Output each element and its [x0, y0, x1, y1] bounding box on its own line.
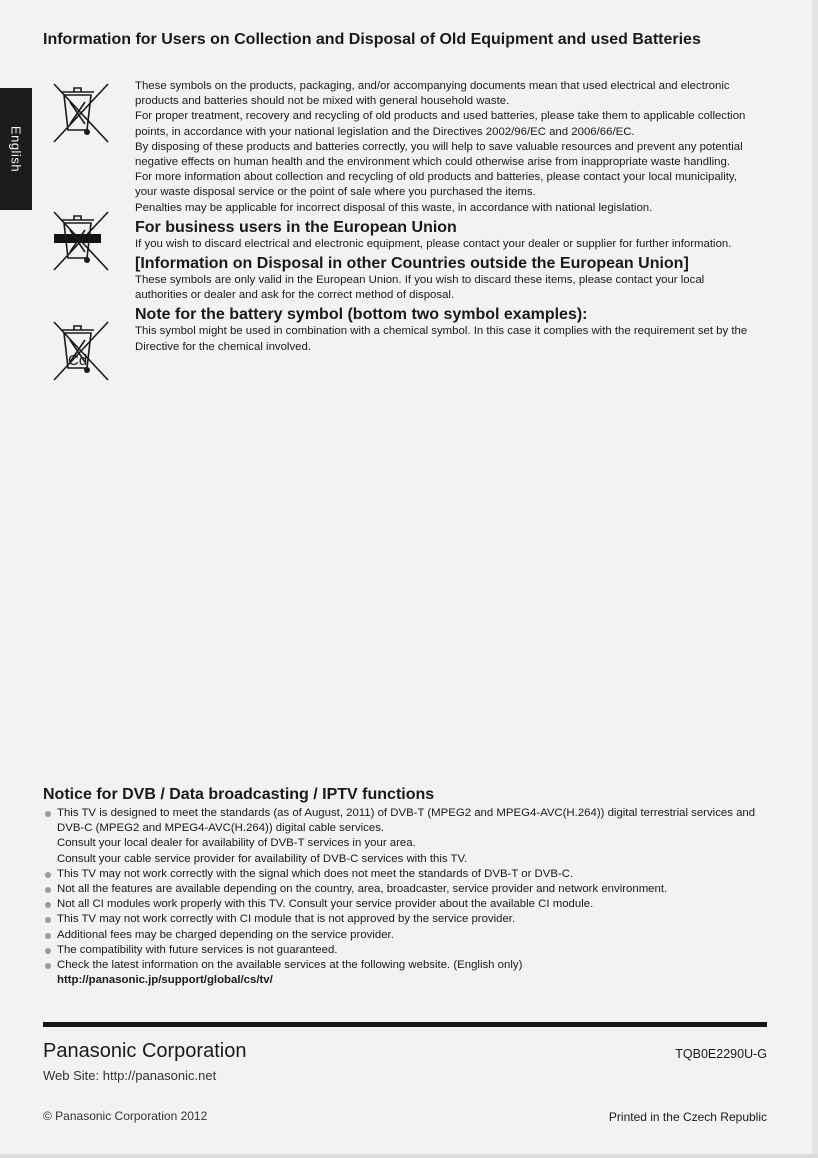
outside-eu-text: These symbols are only valid in the European Union. If you wish to discard these items, please contact your local authorities or dealer and ask for the correct method of disposal.	[135, 274, 705, 302]
page-edge-shadow	[812, 0, 818, 1158]
printed-location: Printed in the Czech Republic	[608, 1110, 767, 1124]
document-code: TQB0E2290U-G	[675, 1047, 767, 1061]
chemical-symbol-label: Cd	[68, 352, 88, 369]
footer-divider	[43, 1022, 767, 1027]
list-item: Not all CI modules work properly with this TV. Consult your service provider about the available CI module.	[43, 897, 773, 912]
page-bottom-edge	[0, 1154, 818, 1158]
copyright-notice: © Panasonic Corporation 2012	[43, 1109, 208, 1123]
weee-paragraph: Penalties may be applicable for incorrect disposal of this waste, in accordance with national legislation.	[135, 201, 653, 214]
crossed-out-bin-with-bar-icon	[50, 80, 112, 146]
list-item: Additional fees may be charged depending on the service provider.	[43, 928, 773, 943]
list-item-text: This TV is designed to meet the standards (as of August, 2011) of DVB-T (MPEG2 and MPEG4-AVC(H.264)) digital terrestrial services and DVB-C (MPEG2 and MPEG4-AVC(H.264)) digital cable services.	[57, 807, 756, 835]
business-users-heading: For business users in the European Union	[135, 218, 457, 236]
support-website-link[interactable]: http://panasonic.jp/support/global/cs/tv/	[57, 974, 273, 987]
list-item: This TV may not work correctly with CI module that is not approved by the service provider.	[43, 912, 773, 927]
crossed-out-bin-cd-icon	[50, 318, 112, 384]
list-item-text: Check the latest information on the available services at the following website. (English only)	[57, 959, 523, 972]
weee-paragraph: For proper treatment, recovery and recycling of old products and used batteries, please take them to applicable collection points, in accordance with your national legislation and the Directives 2002/96/EC and 2006/66/EC.	[135, 110, 746, 138]
weee-paragraph: These symbols on the products, packaging, and/or accompanying documents mean that used electrical and electronic products and batteries should not be mixed with general household waste.	[135, 80, 730, 108]
business-users-text: If you wish to discard electrical and electronic equipment, please contact your dealer or supplier for further information.	[135, 237, 732, 250]
battery-note-heading: Note for the battery symbol (bottom two symbol examples):	[135, 306, 588, 324]
battery-note-text: This symbol might be used in combination with a chemical symbol. In this case it complies with the requirement set by the Directive for the chemical involved.	[135, 325, 748, 353]
list-item-text: Consult your cable service provider for availability of DVB-C services with this TV.	[57, 852, 468, 865]
list-item	[43, 806, 773, 867]
dvb-section-title: Notice for DVB / Data broadcasting / IPTV functions	[43, 786, 435, 803]
weee-paragraph: By disposing of these products and batteries correctly, you will help to save valuable resources and prevent any potential negative effects on human health and the environment which could otherwise arise from inappropriate waste handling.	[135, 140, 743, 169]
outside-eu-heading: [Information on Disposal in other Countries outside the European Union]	[135, 255, 689, 273]
list-item: The compatibility with future services is not guaranteed.	[43, 943, 773, 958]
weee-section-title: Information for Users on Collection and Disposal of Old Equipment and used Batteries	[43, 31, 701, 48]
language-tab-label: English	[8, 125, 24, 173]
dvb-notice-list	[43, 806, 773, 988]
company-name: Panasonic Corporation	[43, 1040, 247, 1062]
crossed-out-bin-icon	[50, 208, 112, 274]
weee-paragraph: For more information about collection and recycling of old products and batteries, please contact your local municipality, your waste disposal service or the point of sale where you purchased the items.	[135, 171, 737, 199]
list-item-text: Consult your local dealer for availability of DVB-T services in your area.	[57, 837, 416, 850]
list-item	[43, 958, 773, 988]
list-item: This TV may not work correctly with the signal which does not meet the standards of DVB-T or DVB-C.	[43, 867, 773, 882]
weee-body	[135, 79, 757, 355]
language-side-tab	[0, 88, 32, 210]
list-item: Not all the features are available depending on the country, area, broadcaster, service provider and network environment.	[43, 882, 773, 897]
company-website: Web Site: http://panasonic.net	[43, 1068, 217, 1083]
